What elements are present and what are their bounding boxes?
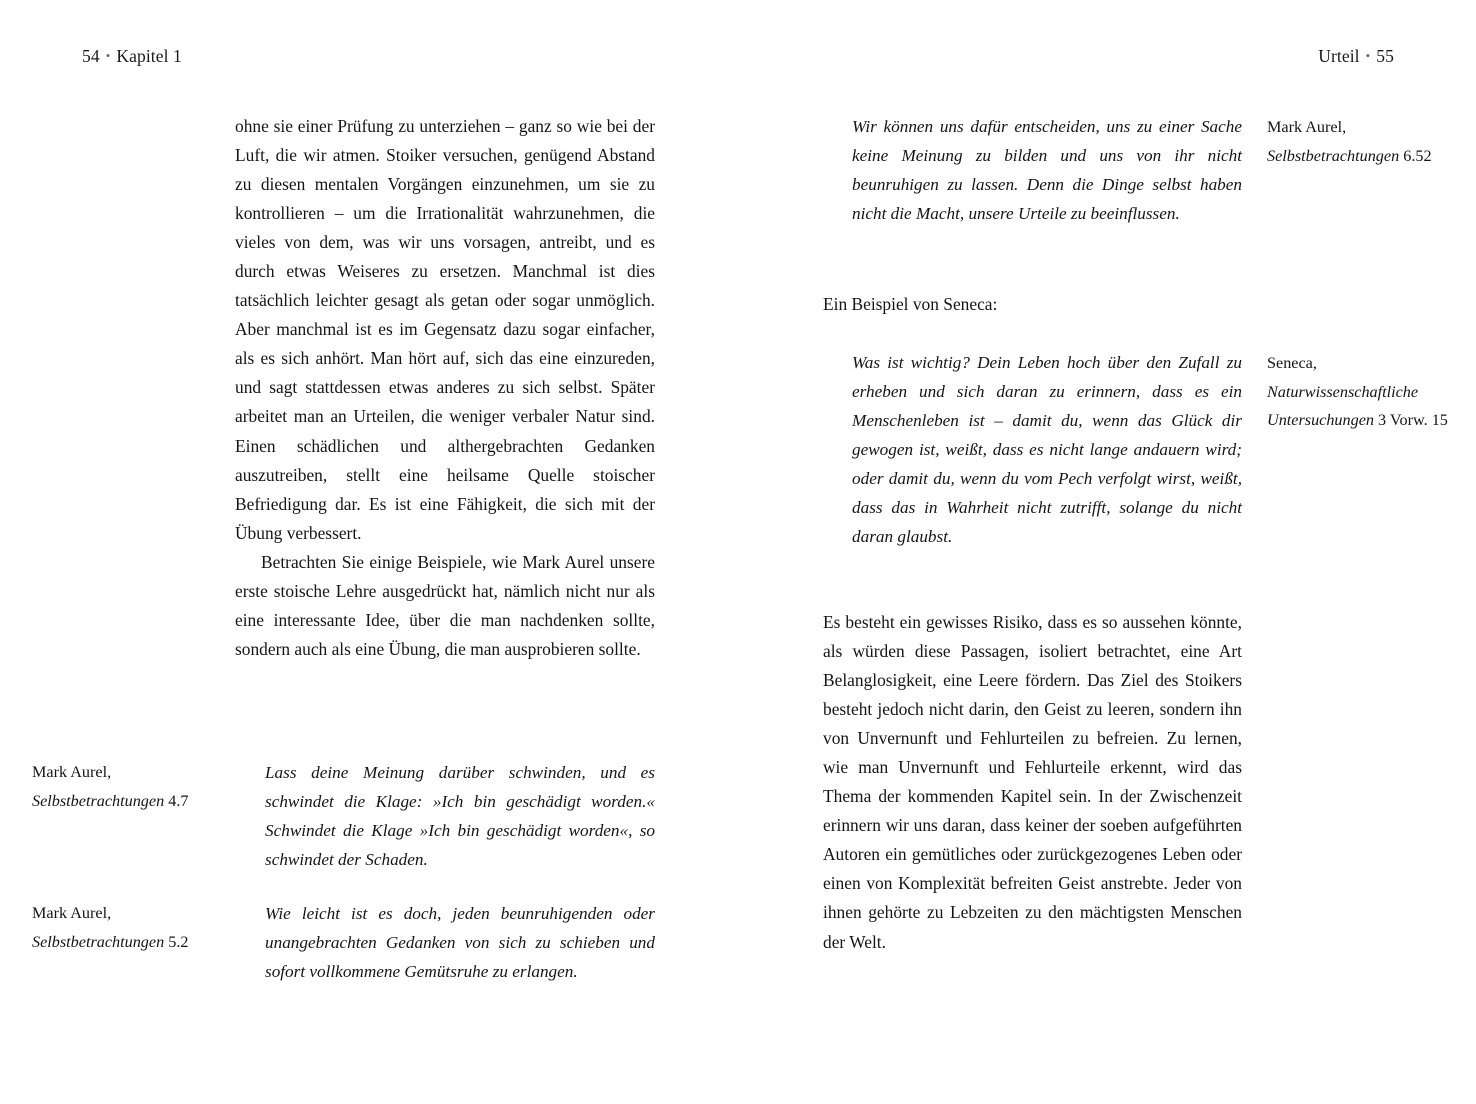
citation-author: Seneca, bbox=[1267, 354, 1317, 372]
citation-locator: 4.7 bbox=[168, 791, 189, 810]
margin-note-citation bbox=[32, 899, 217, 956]
block-quote-text: Wir können uns dafür entscheiden, uns zu einer Sache keine Meinung zu bilden und uns von ihr nicht beunruhigen zu lassen. Denn die Dinge selbst haben nicht die Macht, unsere Urteile zu beeinflussen. bbox=[852, 117, 1242, 224]
block-quote-text: Was ist wichtig? Dein Leben hoch über den Zufall zu erheben und sich daran zu erinnern, dass es ein Menschenleben ist – damit du, wenn das Glück dir gewogen ist, weißt, dass es nicht lange andauern wird; oder damit du, wenn du vom Pech verfolgt wirst, weißt, dass das in Wahrheit nicht zutrifft, solange du nicht daran glaubst. bbox=[852, 353, 1242, 547]
citation-author: Mark Aurel, bbox=[32, 763, 112, 781]
citation-locator: 5.2 bbox=[168, 932, 189, 951]
citation-title: Naturwissenschaftliche Untersuchungen bbox=[1267, 382, 1419, 430]
page-right bbox=[738, 0, 1476, 1104]
block-quote-text: Wie leicht ist es doch, jeden beunruhigenden oder unangebrachten Gedanken von sich zu schieben und sofort vollkommene Gemütsruhe zu erlangen. bbox=[265, 904, 655, 982]
citation-locator: 3 Vorw. 15 bbox=[1378, 411, 1448, 430]
running-head-left-separator: • bbox=[105, 48, 111, 63]
block-quote bbox=[265, 899, 655, 986]
citation-locator: 6.52 bbox=[1403, 146, 1432, 165]
block-quote bbox=[852, 348, 1242, 551]
citation-title: Selbstbetrachtungen bbox=[32, 932, 165, 951]
margin-note-citation bbox=[1267, 113, 1467, 170]
running-head-right-separator: • bbox=[1365, 48, 1371, 63]
block-quote bbox=[265, 758, 655, 874]
block-quote-text: Lass deine Meinung darüber schwinden, und es schwindet die Klage: »Ich bin geschädigt worden.« Schwindet die Klage »Ich bin geschädigt worden«, so schwindet der Schaden. bbox=[265, 763, 655, 870]
citation-author: Mark Aurel, bbox=[1267, 118, 1347, 136]
paragraph: ohne sie einer Prüfung zu unterziehen – ganz so wie bei der Luft, die wir atmen. Stoiker versuchen, genügend Abstand zu diesen mentalen Vorgängen einzunehmen, um sie zu kontrollieren – um die Irrationalität wahrzunehmen, die vieles von dem, was wir uns vorsagen, antreibt, und es durch etwas Weiseres zu ersetzen. Manchmal ist dies tatsächlich leichter gesagt als getan oder sogar unmöglich. Aber manchmal ist es im Gegensatz dazu sogar einfacher, als es sich anhört. Man hört auf, sich das eine einzureden, und sagt stattdessen etwas anderes zu sich selbst. Später arbeitet man an Urteilen, die weniger verbaler Natur sind. Einen schädlichen und althergebrachten Gedanken auszutreiben, stellt eine heilsame Quelle stoischer Befriedigung dar. Es ist eine Fähigkeit, die sich mit der Übung verbessert. bbox=[235, 116, 655, 543]
right-page-body-column bbox=[823, 608, 1242, 957]
running-head-left-page-number: 54 bbox=[82, 46, 100, 66]
paragraph: Es besteht ein gewisses Risiko, dass es so aussehen könnte, als würden diese Passagen, isoliert betrachtet, eine Art Belanglosigkeit, eine Leere fördern. Das Ziel des Stoikers besteht jedoch nicht darin, den Geist zu leeren, sondern ihn von Unvernunft und Fehlurteilen zu befreien. Zu lernen, wie man Unvernunft und Fehlurteile erkennt, wird das Thema der kommenden Kapitel sein. In der Zwischenzeit erinnern wir uns daran, dass keiner der soeben aufgeführten Autoren ein gemütliches oder zurückgezogenes Leben oder einen von Komplexität befreiten Geist anstrebte. Jeder von ihnen gehörte zu Lebzeiten zu den mächtigsten Menschen der Welt. bbox=[823, 612, 1242, 952]
citation-author: Mark Aurel, bbox=[32, 904, 112, 922]
lead-in-paragraph-block bbox=[823, 290, 1242, 319]
paragraph: Ein Beispiel von Seneca: bbox=[823, 294, 998, 314]
margin-note-citation bbox=[1267, 349, 1467, 435]
citation-title: Selbstbetrachtungen bbox=[32, 791, 165, 810]
running-head-left-label: Kapitel 1 bbox=[116, 46, 182, 66]
left-page-body-column bbox=[235, 112, 655, 664]
block-quote bbox=[852, 112, 1242, 228]
citation-title: Selbstbetrachtungen bbox=[1267, 146, 1400, 165]
margin-note-citation bbox=[32, 758, 217, 815]
running-head-right-label: Urteil bbox=[1318, 46, 1360, 66]
running-head-right-page-number: 55 bbox=[1376, 46, 1394, 66]
paragraph: Betrachten Sie einige Beispiele, wie Mark Aurel unsere erste stoische Lehre ausgedrückt hat, nämlich nicht nur als eine interessante Idee, über die man nachdenken sollte, sondern auch als eine Übung, die man ausprobieren sollte. bbox=[235, 551, 655, 659]
